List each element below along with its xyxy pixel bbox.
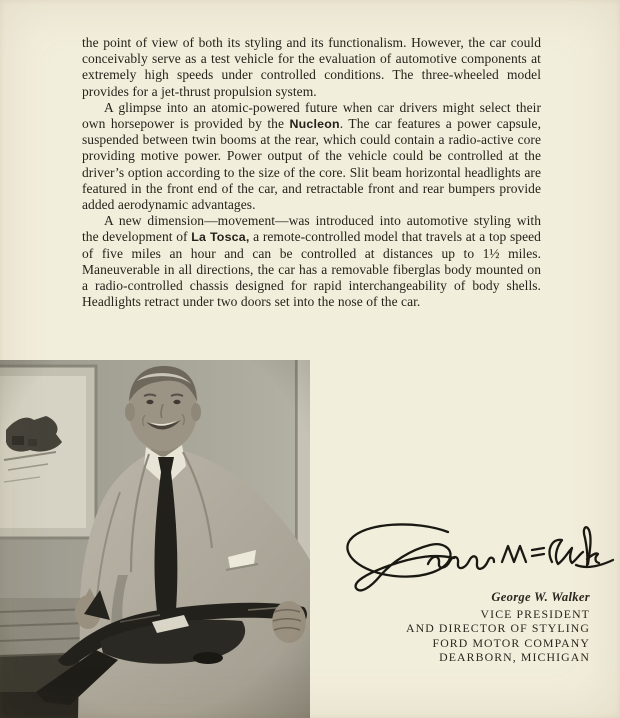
photo-vignette	[0, 360, 310, 718]
portrait-photo-svg	[0, 360, 310, 718]
body-text: . The car features a power capsule, suspended between twin booms at the rear, which could contain a radio-active core providing motive power. Power output of the vehicle could be controlled at the driver’s option according to the size of the core. Slit beam horizontal headlights are featured in the front end of the car, and retractable front and rear bumpers provide added aerodynamic advantages.	[82, 116, 541, 213]
paragraph	[82, 213, 541, 310]
credit-line: FORD MOTOR COMPANY	[432, 635, 590, 650]
body-text: the point of view of both its styling and its functionalism. However, the car could conceivably serve as a test vehicle for the evaluation of automotive components at extremely high speeds under controlled conditions. The three-wheeled model provides for a jet-thrust propulsion system.	[82, 35, 541, 99]
body-text: A glimpse into an atomic-powered future when car drivers might select their own horsepower is provided by the	[82, 99, 541, 132]
portrait-photo	[0, 360, 310, 718]
model-name: La Tosca,	[191, 230, 250, 245]
article-text	[82, 35, 541, 310]
credit-block	[406, 590, 590, 665]
credit-line: AND DIRECTOR OF STYLING	[405, 621, 590, 636]
paragraph	[82, 35, 541, 100]
credit-line: DEARBORN, MICHIGAN	[439, 650, 590, 665]
credit-line: VICE PRESIDENT	[480, 607, 590, 621]
signature-strokes	[347, 524, 613, 590]
paragraph	[82, 100, 541, 213]
credit-lines	[406, 607, 590, 665]
credit-name: George W. Walker	[491, 590, 590, 604]
body-text: a remote-controlled model that travels at a top speed of five miles an hour and can be controlled at distances up to 1½ miles. Maneuverable in all directions, the car has a removable fiberglas body mounted on a radio-controlled chassis designed for rapid interchangeability of body shells. Headlights retract under two doors set into the nose of the car.	[82, 229, 541, 310]
model-name: Nucleon	[289, 117, 340, 132]
body-text: A new dimension—movement—was introduced into automotive styling with the development of	[82, 213, 541, 245]
